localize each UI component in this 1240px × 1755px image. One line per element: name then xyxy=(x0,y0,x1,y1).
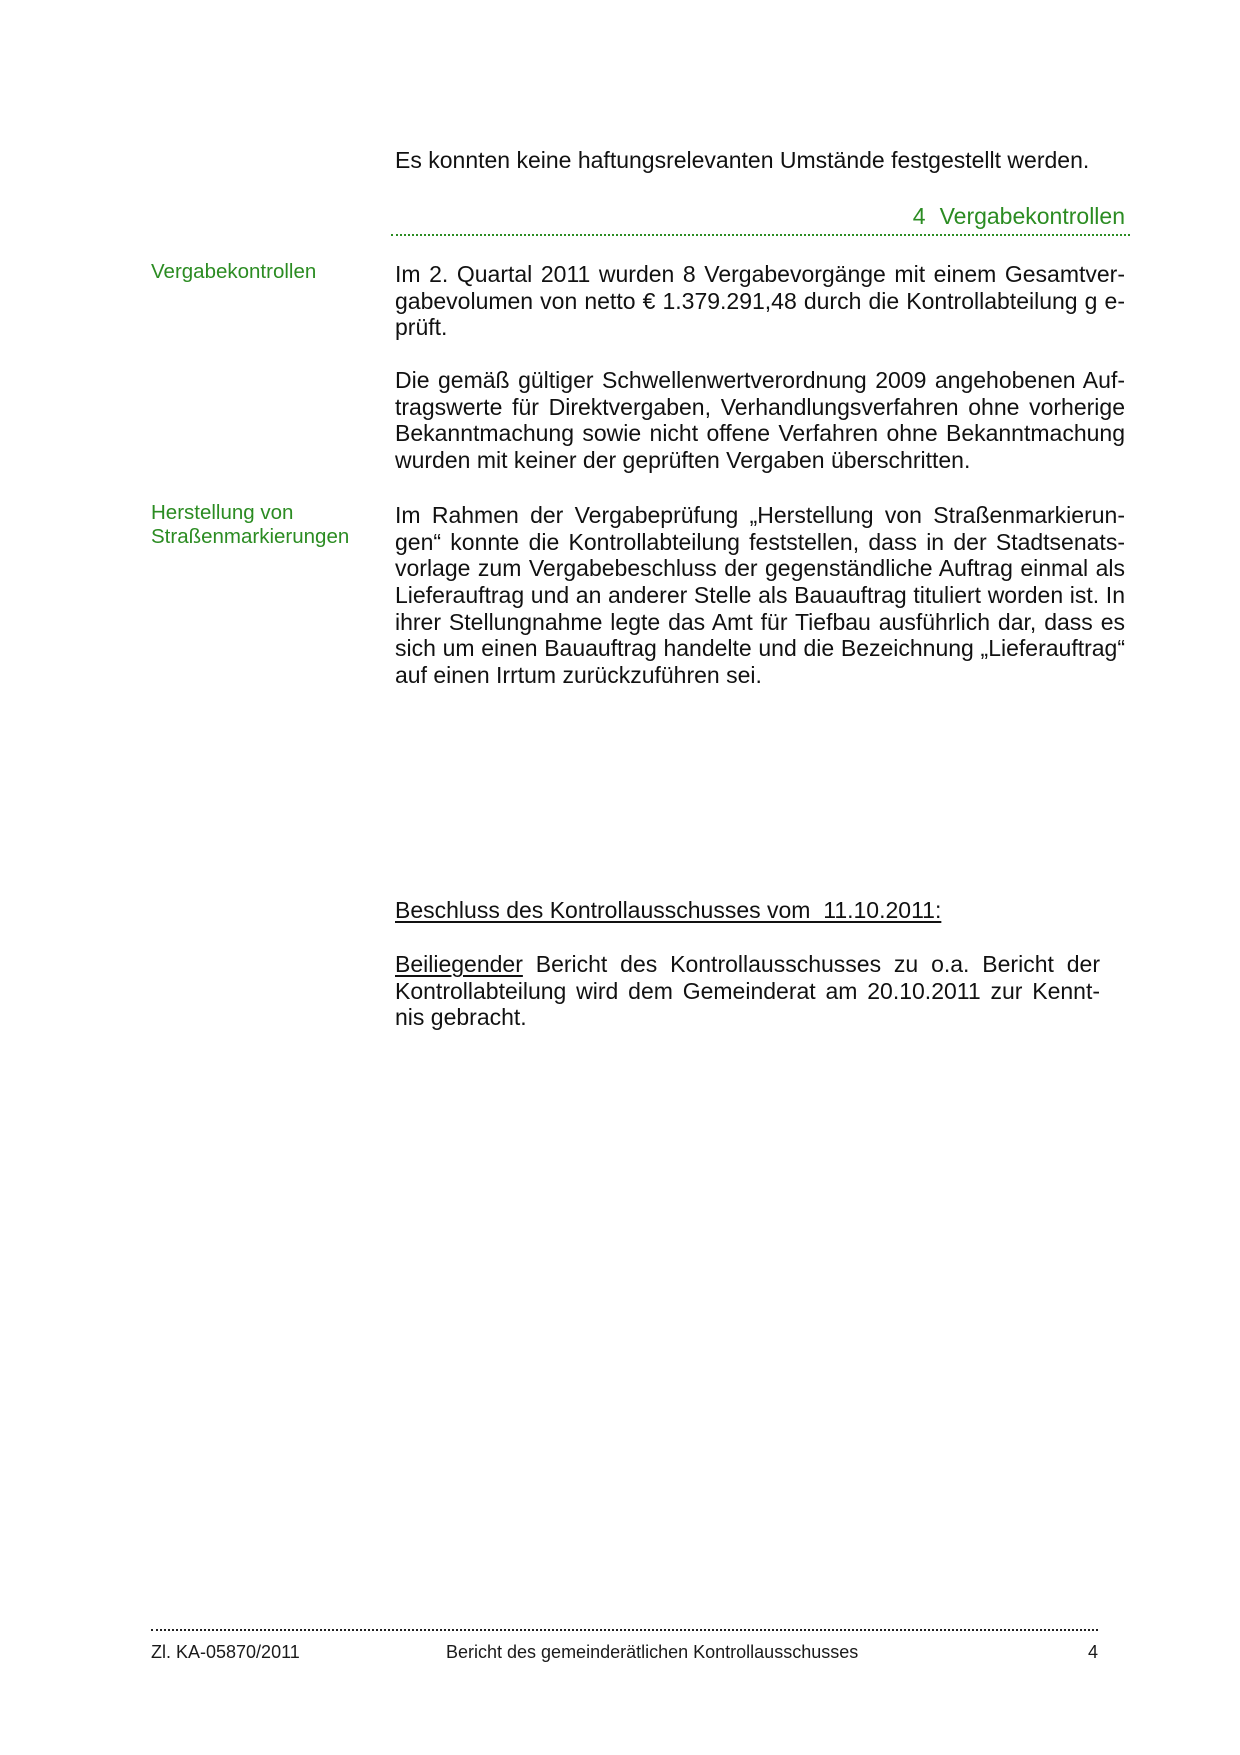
paragraph-line xyxy=(395,261,1125,288)
line-text: Bekanntmachung sowie nicht offene Verfahren ohne Bekanntmachung xyxy=(395,420,1125,447)
paragraph-line xyxy=(395,529,1125,556)
paragraph-line xyxy=(395,447,1125,474)
line-text: sich um einen Bauauftrag handelte und die Bezeichnung „Lieferauftrag“ xyxy=(395,635,1125,662)
resolution-line xyxy=(395,978,1100,1005)
line-text xyxy=(395,951,1100,977)
footer-title: Bericht des gemeinderätlichen Kontrollausschusses xyxy=(446,1642,859,1662)
paragraph-line xyxy=(395,662,1125,689)
margin-note xyxy=(151,501,386,549)
line-text: vorlage zum Vergabebeschluss der gegenständliche Auftrag einmal als xyxy=(395,555,1125,582)
line-text: Kontrollabteilung wird dem Gemeinderat am 20.10.2011 zur Kennt- xyxy=(395,977,1100,1004)
paragraph-line xyxy=(395,367,1125,394)
line-text: Die gemäß gültiger Schwellenwertverordnung 2009 angehobenen Auf- xyxy=(395,367,1125,393)
paragraph xyxy=(395,367,1125,474)
resolution-lead: Beiliegender xyxy=(395,951,523,977)
line-text: tragswerte für Direktvergaben, Verhandlungsverfahren ohne vorherige xyxy=(395,393,1125,420)
resolution-body xyxy=(395,951,1100,1031)
line-text: wurden mit keiner der geprüften Vergaben überschritten. xyxy=(395,447,971,474)
margin-note-line: Herstellung von xyxy=(151,501,294,524)
line-text: prüft. xyxy=(395,314,448,341)
paragraph-line xyxy=(395,609,1125,636)
footer-divider xyxy=(151,1629,1098,1631)
line-text: auf einen Irrtum zurückzuführen sei. xyxy=(395,662,762,689)
paragraph-line xyxy=(395,394,1125,421)
resolution-first-line-rest: Bericht des Kontrollausschusses zu o.a. Bericht der xyxy=(522,951,1100,977)
line-text: gabevolumen von netto € 1.379.291,48 durch die Kontrollabteilung g e- xyxy=(395,287,1125,314)
paragraph-line xyxy=(395,288,1125,315)
margin-note xyxy=(151,260,386,284)
paragraph xyxy=(395,502,1125,689)
paragraph-line xyxy=(395,420,1125,447)
paragraph-line xyxy=(395,502,1125,529)
section-number: 4 xyxy=(912,203,926,229)
line-text: Lieferauftrag und an anderer Stelle als Bauauftrag tituliert worden ist. In xyxy=(395,582,1125,609)
line-text: nis gebracht. xyxy=(395,1004,527,1031)
line-text: Im 2. Quartal 2011 wurden 8 Vergabevorgänge mit einem Gesamtver- xyxy=(395,261,1125,287)
section-divider xyxy=(391,234,1130,236)
line-text: Im Rahmen der Vergabeprüfung „Herstellung von Straßenmarkierun- xyxy=(395,502,1125,528)
resolution-line xyxy=(395,1004,1100,1031)
section-heading xyxy=(391,203,1125,230)
paragraph xyxy=(395,261,1125,341)
resolution-line xyxy=(395,951,1100,978)
page-number: 4 xyxy=(1087,1642,1098,1662)
paragraph-line xyxy=(395,555,1125,582)
line-text: gen“ konnte die Kontrollabteilung feststellen, dass in der Stadtsenats- xyxy=(395,528,1125,555)
margin-note-line: Straßenmarkierungen xyxy=(151,525,350,548)
resolution-heading: Beschluss des Kontrollausschusses vom 11.10.2011: xyxy=(395,897,942,923)
line-text: ihrer Stellungnahme legte das Amt für Tiefbau ausführlich dar, dass es xyxy=(395,608,1125,635)
intro-sentence: Es konnten keine haftungsrelevanten Umstände festgestellt werden. xyxy=(395,147,1090,173)
footer-reference: Zl. KA-05870/2011 xyxy=(151,1642,300,1662)
paragraph-line xyxy=(395,582,1125,609)
margin-note-line: Vergabekontrollen xyxy=(151,260,317,283)
paragraph-line xyxy=(395,314,1125,341)
paragraph-line xyxy=(395,635,1125,662)
section-title: Vergabekontrollen xyxy=(939,203,1125,229)
